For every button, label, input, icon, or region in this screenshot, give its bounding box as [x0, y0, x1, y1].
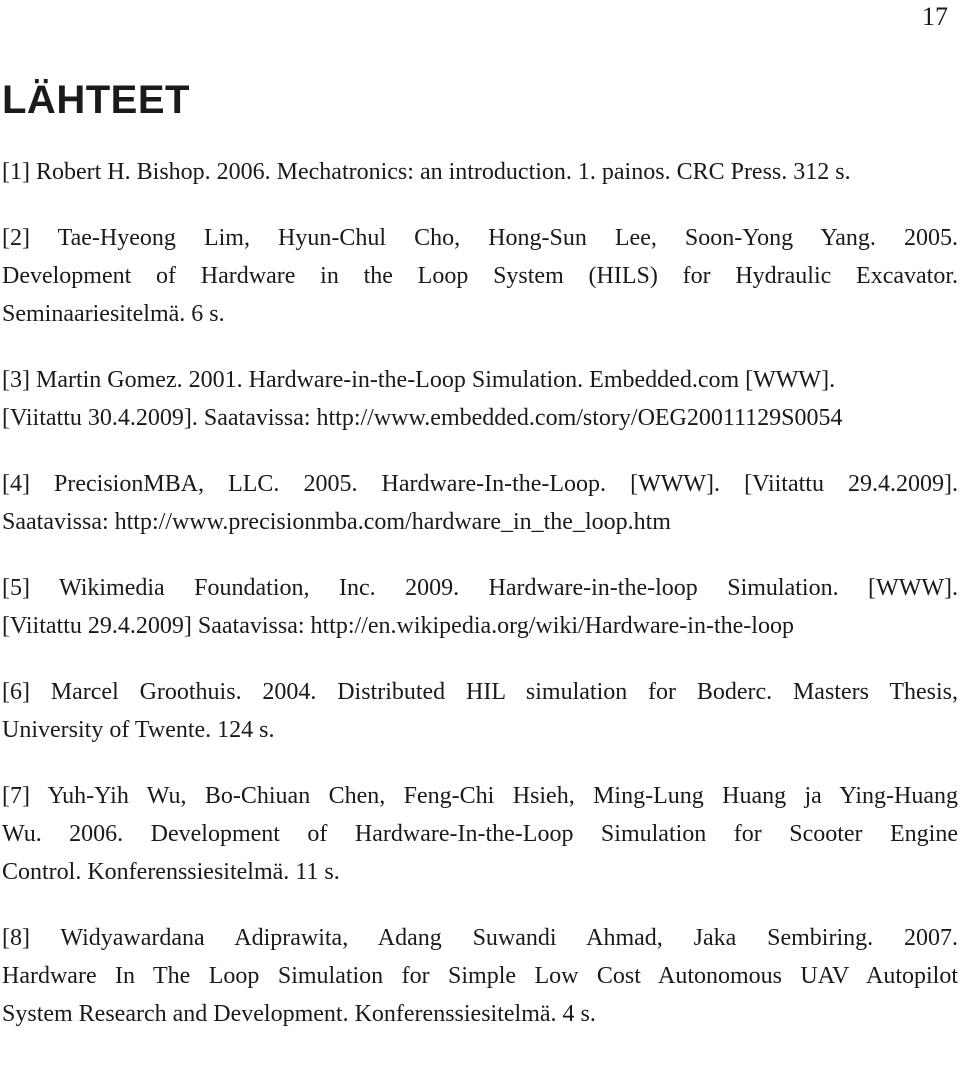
section-heading: LÄHTEET: [2, 78, 190, 122]
reference-line: [5] Wikimedia Foundation, Inc. 2009. Hardware-in-the-loop Simulation. [WWW].: [2, 575, 958, 601]
reference-line: [7] Yuh-Yih Wu, Bo-Chiuan Chen, Feng-Chi Hsieh, Ming-Lung Huang ja Ying-Huang: [2, 783, 958, 809]
reference-line: Saatavissa: http://www.precisionmba.com/hardware_in_the_loop.htm: [2, 509, 671, 535]
reference-line: Wu. 2006. Development of Hardware-In-the-Loop Simulation for Scooter Engine: [2, 821, 958, 847]
reference-line: University of Twente. 124 s.: [2, 717, 275, 743]
reference-item: [2, 361, 958, 437]
reference-line: [1] Robert H. Bishop. 2006. Mechatronics: an introduction. 1. painos. CRC Press. 312 s.: [2, 159, 851, 185]
reference-line: Seminaariesitelmä. 6 s.: [2, 301, 225, 327]
reference-line: [Viitattu 29.4.2009] Saatavissa: http://en.wikipedia.org/wiki/Hardware-in-the-loop: [2, 613, 794, 639]
reference-line: Development of Hardware in the Loop System (HILS) for Hydraulic Excavator.: [2, 263, 958, 289]
reference-item: [2, 219, 958, 333]
reference-line: System Research and Development. Konferenssiesitelmä. 4 s.: [2, 1001, 596, 1027]
reference-item: [2, 153, 958, 191]
reference-item: [2, 777, 958, 891]
reference-line: [6] Marcel Groothuis. 2004. Distributed HIL simulation for Boderc. Masters Thesis,: [2, 679, 958, 705]
reference-line: [4] PrecisionMBA, LLC. 2005. Hardware-In-the-Loop. [WWW]. [Viitattu 29.4.2009].: [2, 471, 958, 497]
reference-line: [Viitattu 30.4.2009]. Saatavissa: http://www.embedded.com/story/OEG20011129S0054: [2, 405, 843, 431]
reference-item: [2, 465, 958, 541]
reference-line: Control. Konferenssiesitelmä. 11 s.: [2, 859, 340, 885]
reference-item: [2, 919, 958, 1033]
reference-line: Hardware In The Loop Simulation for Simple Low Cost Autonomous UAV Autopilot: [2, 963, 958, 989]
reference-line: [2] Tae-Hyeong Lim, Hyun-Chul Cho, Hong-Sun Lee, Soon-Yong Yang. 2005.: [2, 225, 958, 251]
reference-item: [2, 673, 958, 749]
reference-item: [2, 569, 958, 645]
reference-list: [2, 153, 958, 1033]
page-number: 17: [922, 2, 948, 31]
reference-line: [8] Widyawardana Adiprawita, Adang Suwandi Ahmad, Jaka Sembiring. 2007.: [2, 925, 958, 951]
reference-line: [3] Martin Gomez. 2001. Hardware-in-the-Loop Simulation. Embedded.com [WWW].: [2, 367, 836, 393]
